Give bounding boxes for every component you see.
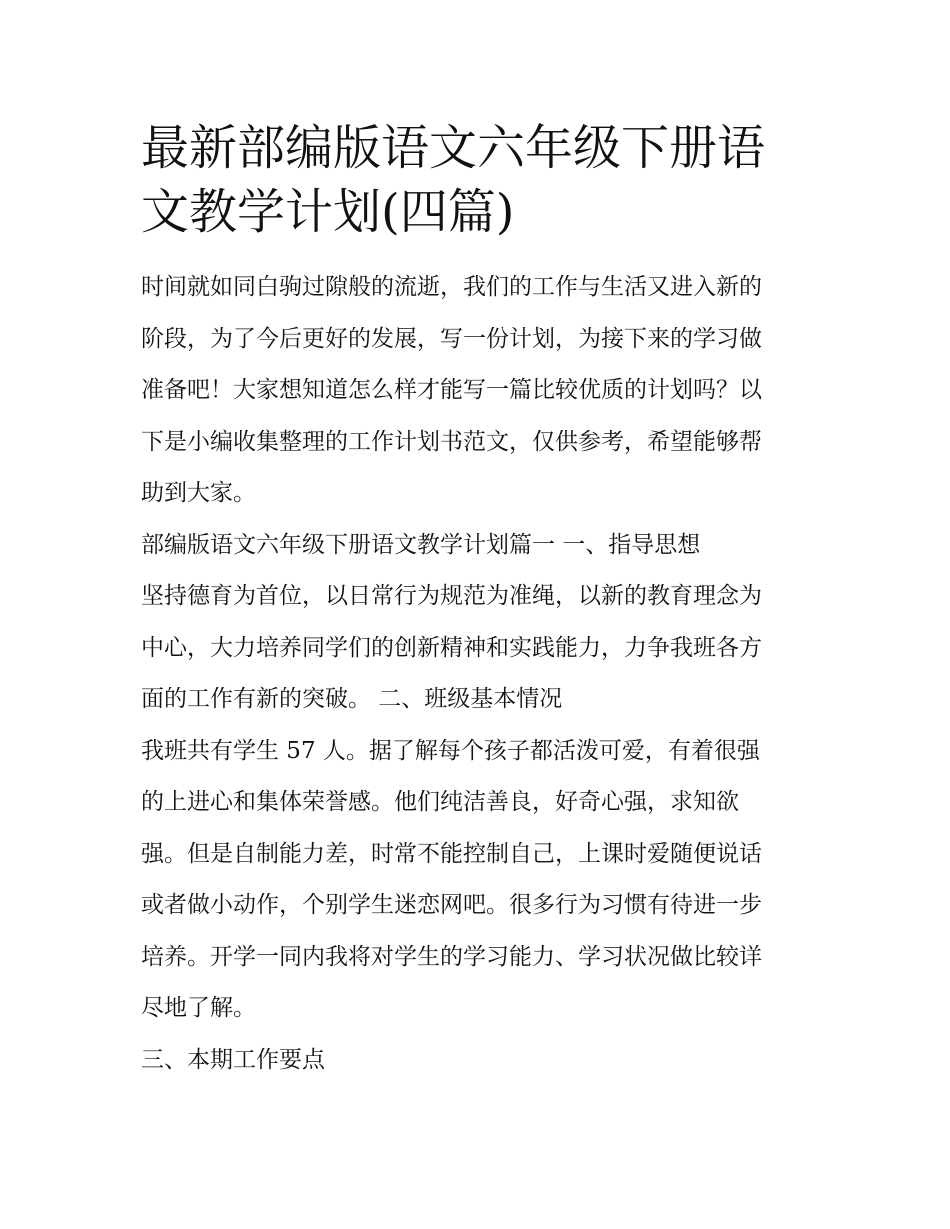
text-line: 阶段，为了今后更好的发展，写一份计划，为接下来的学习做 xyxy=(141,325,762,352)
text-line: 中心，大力培养同学们的创新精神和实践能力，力争我班各方 xyxy=(141,634,762,661)
document-body xyxy=(141,116,811,1086)
section2-paragraph xyxy=(141,726,811,1035)
section1-paragraph xyxy=(141,571,811,726)
section3-heading xyxy=(141,1035,811,1087)
text-line: 准备吧！大家想知道怎么样才能写一篇比较优质的计划吗？以 xyxy=(141,377,762,403)
text-line: 我班共有学生 57 人。据了解每个孩子都活泼可爱，有着很强 xyxy=(141,737,760,764)
text-line: 下是小编收集整理的工作计划书范文，仅供参考，希望能够帮 xyxy=(141,428,762,455)
text-line: 时间就如同白驹过隙般的流逝，我们的工作与生活又进入新的 xyxy=(141,274,762,300)
text-line: 或者做小动作，个别学生迷恋网吧。很多行为习惯有待进一步 xyxy=(141,892,762,918)
text-line: 尽地了解。 xyxy=(141,995,256,1021)
text-line: 坚持德育为首位，以日常行为规范为准绳，以新的教育理念为 xyxy=(141,583,762,609)
text-line: 培养。开学一同内我将对学生的学习能力、学习状况做比较详 xyxy=(141,943,762,970)
text-line: 助到大家。 xyxy=(141,480,256,506)
document-title xyxy=(141,116,811,244)
text-line: 面的工作有新的突破。 二、班级基本情况 xyxy=(141,686,563,712)
section1-heading xyxy=(141,520,811,572)
text-line: 三、本期工作要点 xyxy=(141,1046,325,1073)
text-line: 强。但是自制能力差，时常不能控制自己，上课时爱随便说话 xyxy=(141,840,762,867)
text-line: 的上进心和集体荣誉感。他们纯洁善良，好奇心强，求知欲 xyxy=(141,789,739,815)
title-line: 最新部编版语文六年级下册语 xyxy=(141,120,766,176)
intro-paragraph xyxy=(141,262,811,520)
text-line: 部编版语文六年级下册语文教学计划篇一 一、指导思想 xyxy=(141,531,701,558)
title-line: 文教学计划(四篇) xyxy=(141,184,515,240)
